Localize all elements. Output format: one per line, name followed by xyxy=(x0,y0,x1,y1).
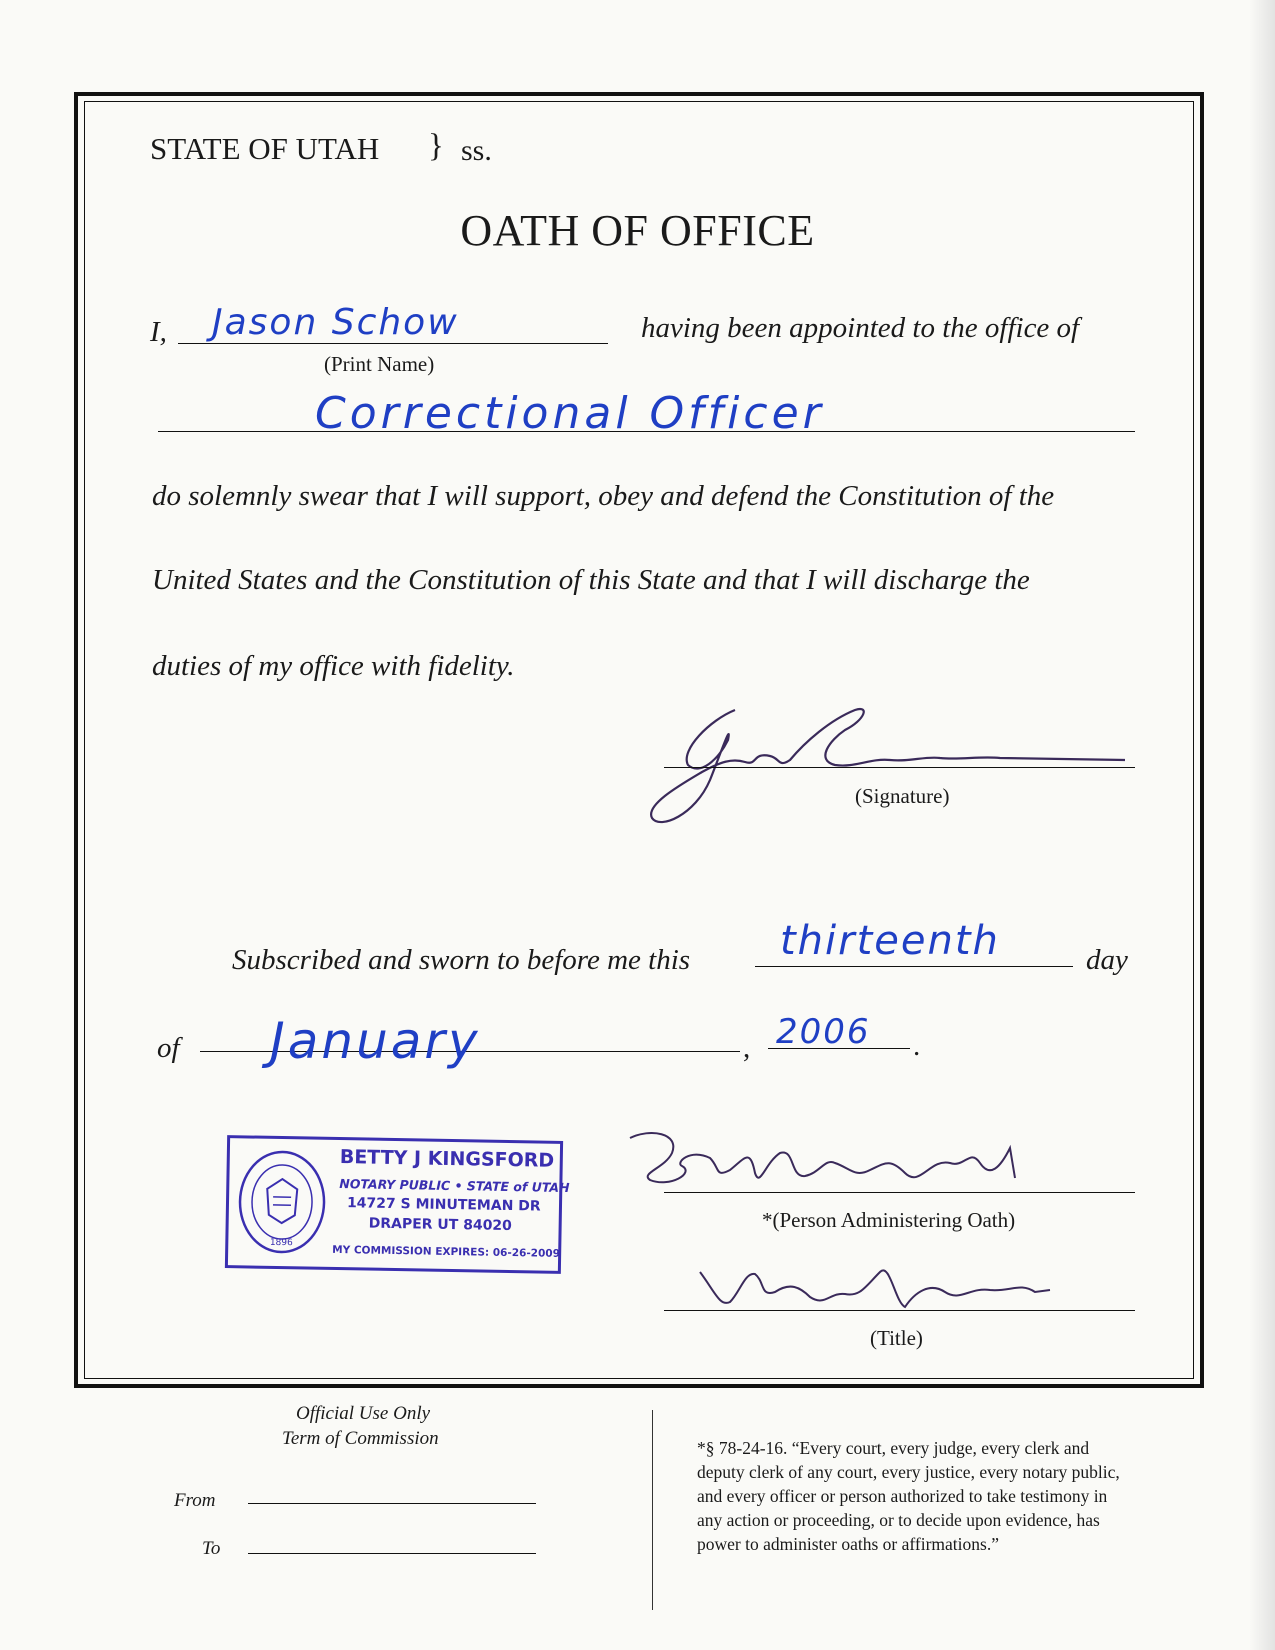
print-name-line xyxy=(178,343,608,344)
footnote-line-4: any action or proceeding, or to decide upon evidence, has xyxy=(697,1510,1100,1530)
signature-line xyxy=(664,767,1135,768)
month-handwriting: January xyxy=(270,1012,481,1070)
of-label: of xyxy=(157,1032,180,1064)
pronoun-i: I, xyxy=(150,316,167,348)
stamp-city-line: DRAPER UT 84020 xyxy=(368,1215,513,1235)
state-of-utah-heading: STATE OF UTAH xyxy=(150,131,380,166)
oath-taker-signature xyxy=(640,680,1140,840)
seal-year: 1896 xyxy=(269,1237,293,1249)
stamp-notary-line: NOTARY PUBLIC • STATE of UTAH xyxy=(339,1176,570,1196)
oath-body-line-2: United States and the Constitution of this State and that I will discharge the xyxy=(152,564,1030,596)
stamp-notary-name: BETTY J KINGSFORD xyxy=(339,1146,555,1172)
document-title: OATH OF OFFICE xyxy=(460,206,815,255)
official-use-heading: Official Use Only xyxy=(296,1403,431,1424)
year-handwriting: 2006 xyxy=(776,1012,871,1052)
from-label: From xyxy=(174,1490,216,1511)
footnote-line-2: deputy clerk of any court, every justice, every notary public, xyxy=(697,1462,1120,1482)
footer-divider xyxy=(652,1410,653,1610)
to-label: To xyxy=(202,1538,221,1559)
footnote-line-5: power to administer oaths or affirmations.” xyxy=(697,1534,999,1554)
venue-brace: } xyxy=(428,128,444,164)
print-name-label: (Print Name) xyxy=(324,352,435,376)
notary-stamp xyxy=(225,1135,570,1274)
to-line xyxy=(248,1553,536,1554)
title-label: (Title) xyxy=(870,1326,923,1350)
office-handwriting: Correctional Officer xyxy=(315,388,825,439)
ss-label: ss. xyxy=(461,134,492,167)
stamp-address-line: 14727 S MINUTEMAN DR xyxy=(346,1195,541,1215)
day-label: day xyxy=(1086,944,1128,976)
day-line xyxy=(755,966,1073,967)
signature-label: (Signature) xyxy=(855,784,950,808)
title-line xyxy=(664,1310,1135,1311)
stamp-commission-expiry: MY COMMISSION EXPIRES: 06-26-2009 xyxy=(332,1243,561,1260)
statute-footnote xyxy=(697,1436,1207,1556)
person-administering-line xyxy=(664,1192,1135,1193)
oath-body-line-1: do solemnly swear that I will support, obey and defend the Constitution of the xyxy=(152,480,1055,512)
day-handwriting: thirteenth xyxy=(780,918,1000,964)
term-of-commission-heading: Term of Commission xyxy=(282,1428,439,1449)
person-administering-label: *(Person Administering Oath) xyxy=(762,1208,1016,1232)
oath-body-line-3: duties of my office with fidelity. xyxy=(152,650,515,682)
subscribed-text: Subscribed and sworn to before me this xyxy=(232,944,691,976)
from-line xyxy=(248,1503,536,1504)
notary-title-handwriting xyxy=(690,1252,1110,1332)
year-period: . xyxy=(913,1030,921,1062)
appointed-text: having been appointed to the office of xyxy=(641,312,1080,344)
print-name-handwriting: Jason Schow xyxy=(212,302,459,343)
state-seal-icon xyxy=(236,1148,328,1256)
footnote-line-3: and every officer or person authorized to take testimony in xyxy=(697,1486,1108,1506)
footnote-line-1: *§ 78-24-16. “Every court, every judge, every clerk and xyxy=(697,1438,1090,1458)
month-comma: , xyxy=(743,1032,751,1064)
